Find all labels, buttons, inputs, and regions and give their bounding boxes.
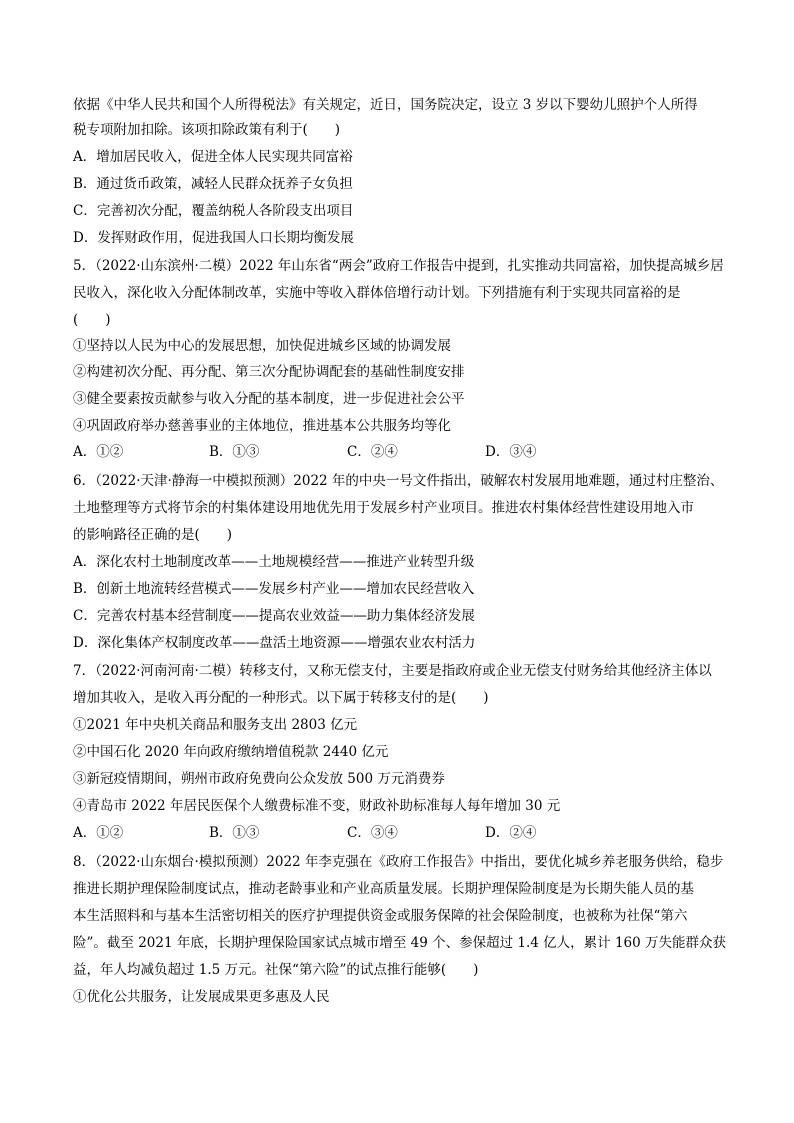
choice-b: B．①③ (209, 825, 260, 841)
choice-a: A．①② (73, 444, 124, 460)
option-d: D．发挥财政作用，促进我国人口长期均衡发展 (73, 230, 354, 246)
question-5-stem: 民收入，深化收入分配体制改革，实施中等收入群体倍增行动计划。下列措施有利于实现共同富裕的是 (73, 285, 681, 301)
statement-4: ④巩固政府举办慈善事业的主体地位，推进基本公共服务均等化 (73, 418, 451, 434)
question-6-stem: 6．（2022·天津·静海一中模拟预测）2022 年的中央一号文件指出，破解农村发展用地难题，通过村庄整治、 (73, 473, 724, 489)
choice-b: B．①③ (209, 444, 260, 460)
question-5-stem: 5．（2022·山东滨州·二模）2022 年山东省“两会”政府工作报告中提到，扎实推动共同富裕，加快提高城乡居 (73, 258, 724, 274)
question-text-line: 税专项附加扣除。该项扣除政策有利于( ) (73, 122, 341, 138)
question-7-choices (73, 823, 723, 843)
option-a: A．增加居民收入，促进全体人民实现共同富裕 (73, 149, 353, 165)
option-a: A．深化农村土地制度改革——土地规模经营——推进产业转型升级 (73, 554, 475, 570)
statement-3: ③新冠疫情期间，朔州市政府免费向公众发放 500 万元消费券 (73, 771, 445, 787)
statement-2: ②中国石化 2020 年向政府缴纳增值税款 2440 亿元 (73, 744, 389, 760)
statement-1: ①2021 年中央机关商品和服务支出 2803 亿元 (73, 717, 358, 733)
question-8-stem: 益，年人均减负超过 1.5 万元。社保“第六险”的试点推行能够( ) (73, 962, 479, 978)
choice-a: A．①② (73, 825, 124, 841)
statement-4: ④青岛市 2022 年居民医保个人缴费标准不变，财政补助标准每人每年增加 30 元 (73, 798, 561, 814)
question-6-stem: 的影响路径正确的是( ) (73, 527, 233, 543)
question-8-stem: 险”。截至 2021 年底，长期护理保险国家试点城市增至 49 个、参保超过 1.4 亿人，累计 160 万失能群众获 (73, 935, 727, 951)
question-6-stem: 土地整理等方式将节余的村集体建设用地优先用于发展乡村产业项目。推进农村集体经营性建设用地入市 (73, 500, 694, 516)
question-8-stem: 8．（2022·山东烟台·模拟预测）2022 年李克强在《政府工作报告》中指出，要优化城乡养老服务供给，稳步 (73, 854, 724, 870)
option-b: B．创新土地流转经营模式——发展乡村产业——增加农民经营收入 (73, 581, 475, 597)
choice-c: C．②④ (347, 444, 398, 460)
choice-c: C．③④ (347, 825, 398, 841)
question-7-stem: 增加其收入，是收入再分配的一种形式。以下属于转移支付的是( ) (73, 690, 489, 706)
question-5-stem: ( ) (73, 312, 111, 328)
question-8-stem: 本生活照料和与基本生活密切相关的医疗护理提供资金或服务保障的社会保险制度，也被称为社保“第六 (73, 908, 688, 924)
statement-2: ②构建初次分配、再分配、第三次分配协调配套的基础性制度安排 (73, 364, 465, 380)
statement-1: ①坚持以人民为中心的发展思想，加快促进城乡区域的协调发展 (73, 338, 451, 354)
statement-1: ①优化公共服务，让发展成果更多惠及人民 (73, 989, 330, 1005)
option-c: C．完善农村基本经营制度——提高农业效益——助力集体经济发展 (73, 608, 475, 624)
option-d: D．深化集体产权制度改革——盘活土地资源——增强农业农村活力 (73, 635, 476, 651)
statement-3: ③健全要素按贡献参与收入分配的基本制度，进一步促进社会公平 (73, 391, 465, 407)
option-c: C．完善初次分配，覆盖纳税人各阶段支出项目 (73, 203, 354, 219)
choice-d: D．②④ (485, 825, 537, 841)
question-text-line: 依据《中华人民共和国个人所得税法》有关规定，近日，国务院决定，设立 3 岁以下婴幼儿照护个人所得 (73, 97, 698, 113)
question-7-stem: 7．（2022·河南河南·二模）转移支付，又称无偿支付，主要是指政府或企业无偿支付财务给其他经济主体以 (73, 663, 712, 679)
question-8-stem: 推进长期护理保险制度试点，推动老龄事业和产业高质量发展。长期护理保险制度是为长期失能人员的基 (73, 881, 694, 897)
question-5-choices (73, 442, 723, 462)
choice-d: D．③④ (485, 444, 537, 460)
option-b: B．通过货币政策，减轻人民群众抚养子女负担 (73, 176, 353, 192)
